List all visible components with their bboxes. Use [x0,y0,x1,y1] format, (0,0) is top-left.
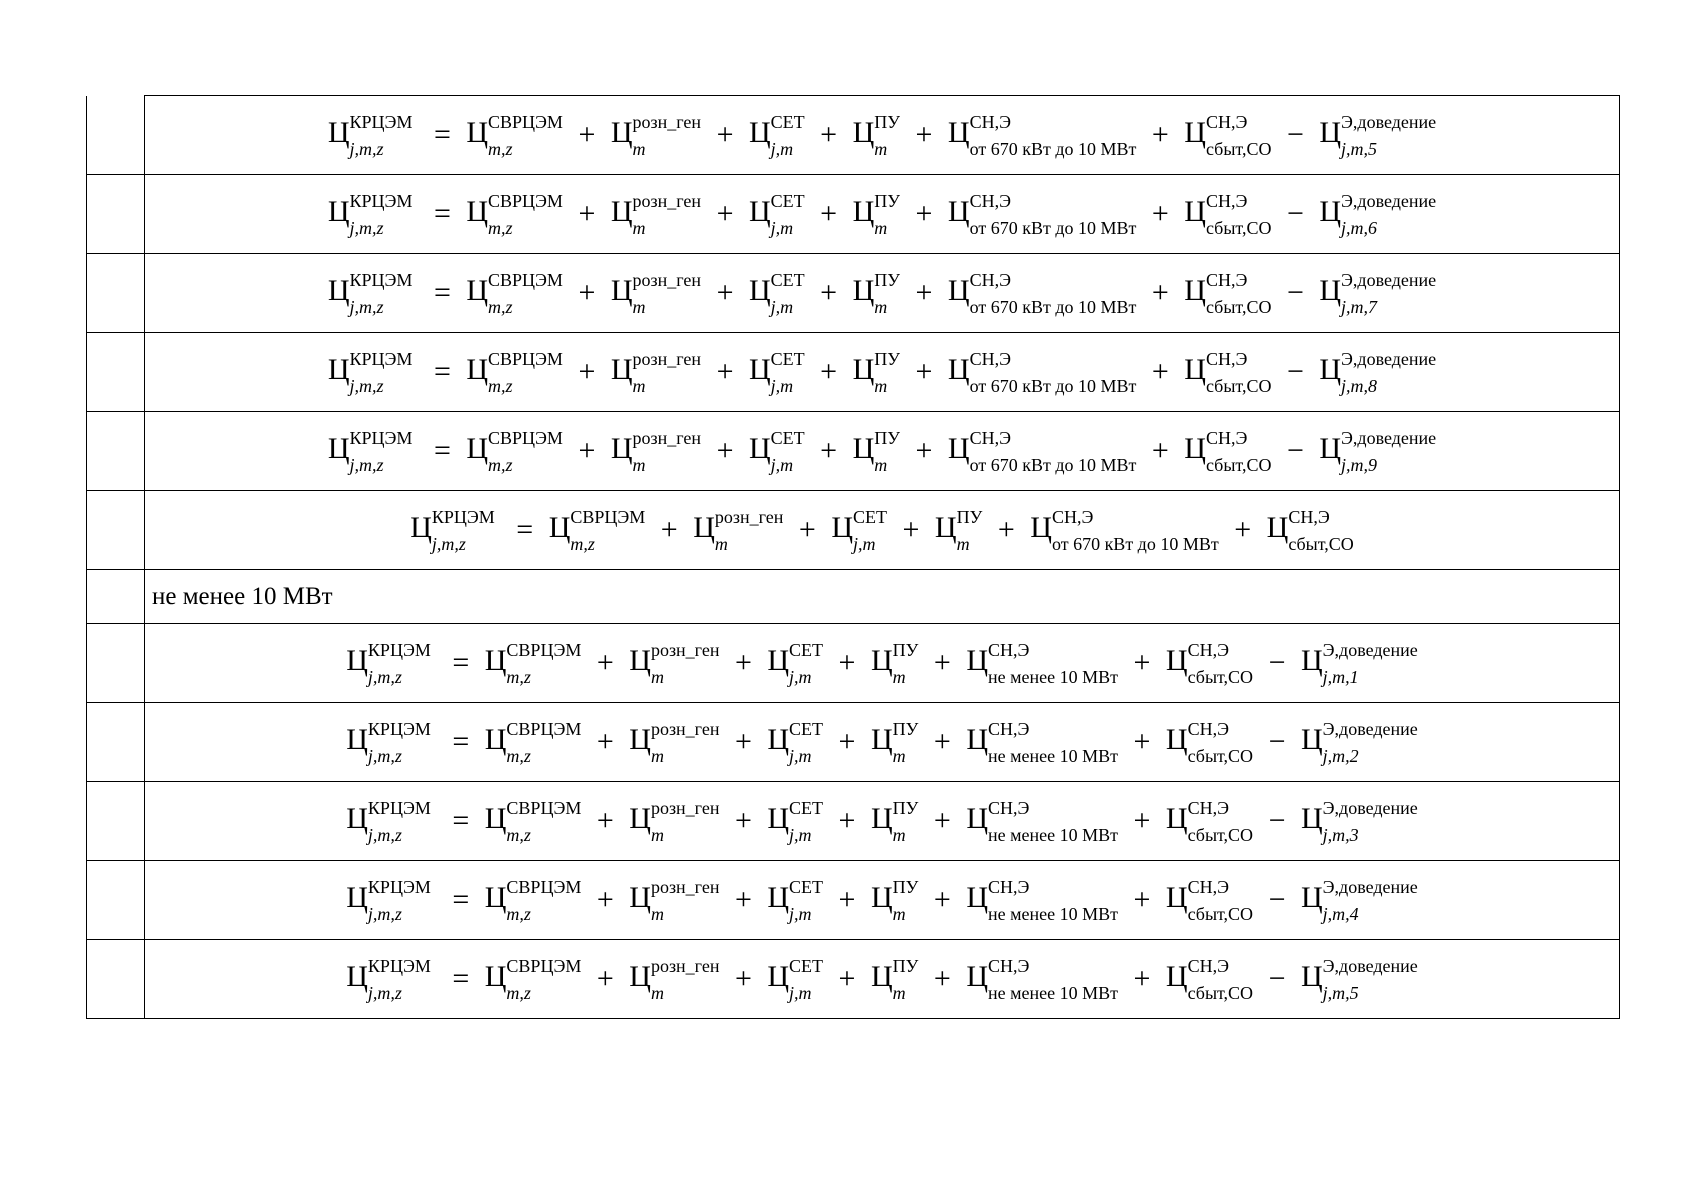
table-row [87,861,1620,940]
price-term-dov: Ц Э,доведение j,m,3 [1300,798,1418,845]
plus-sign: + [820,118,838,151]
price-term-svrcem: Ц СВРЦЭМ m,z [466,112,563,159]
formula-cell [145,861,1620,940]
minus-sign: − [1286,355,1304,388]
plus-sign: + [798,513,816,546]
minus-sign: − [1268,725,1286,758]
price-term-dov: Ц Э,доведение j,m,5 [1300,956,1418,1003]
plus-sign: + [838,962,856,995]
price-term-svrcem: Ц СВРЦЭМ m,z [484,640,582,687]
plus-sign: + [596,804,614,837]
price-term-svrcem: Ц СВРЦЭМ m,z [548,507,646,554]
formula-cell [145,940,1620,1019]
left-column-cell [87,940,145,1019]
formula-cell [145,96,1620,175]
price-term-dov: Ц Э,доведение j,m,8 [1319,349,1437,396]
table-row [87,570,1620,624]
price-term-sn: Ц СН,Э от 670 кВт до 10 МВт [947,428,1137,475]
plus-sign: + [915,197,933,230]
equals-sign: = [433,118,451,151]
minus-sign: − [1268,646,1286,679]
price-formula [327,270,1437,317]
plus-sign: + [734,725,752,758]
plus-sign: + [915,434,933,467]
price-term-pu: Ц ПУ m [870,640,919,687]
plus-sign: + [734,962,752,995]
plus-sign: + [933,883,951,916]
table-row [87,624,1620,703]
price-formula [346,956,1418,1003]
price-term-dov: Ц Э,доведение j,m,2 [1300,719,1418,766]
price-term-sn: Ц СН,Э от 670 кВт до 10 МВт [1030,507,1219,554]
price-term-rozn: Ц розн_ген m [629,719,720,766]
minus-sign: − [1268,962,1286,995]
table-row [87,491,1620,570]
price-term-sbyt: Ц СН,Э сбыт,СО [1165,798,1254,845]
price-term-sbyt: Ц СН,Э сбыт,СО [1165,640,1254,687]
price-formula [410,507,1354,554]
price-term-sn: Ц СН,Э не менее 10 МВт [966,798,1118,845]
price-term-krcem: Ц КРЦЭМ j,m,z [346,719,431,766]
table-row [87,175,1620,254]
plus-sign: + [838,883,856,916]
left-column-cell [87,491,145,570]
minus-sign: − [1286,118,1304,151]
price-term-sn: Ц СН,Э не менее 10 МВт [966,719,1118,766]
plus-sign: + [820,276,838,309]
price-term-rozn: Ц розн_ген m [610,428,702,475]
plus-sign: + [578,118,596,151]
price-term-set: Ц СЕТ j,m [767,798,824,845]
price-term-krcem: Ц КРЦЭМ j,m,z [346,877,431,924]
table-row [87,703,1620,782]
equals-sign: = [433,434,451,467]
price-term-set: Ц СЕТ j,m [748,112,805,159]
price-term-set: Ц СЕТ j,m [748,270,805,317]
price-term-set: Ц СЕТ j,m [748,349,805,396]
price-term-sn: Ц СН,Э от 670 кВт до 10 МВт [947,349,1137,396]
price-term-sbyt: Ц СН,Э сбыт,СО [1184,112,1272,159]
plus-sign: + [1151,197,1169,230]
price-term-krcem: Ц КРЦЭМ j,m,z [327,112,413,159]
plus-sign: + [734,646,752,679]
price-term-pu: Ц ПУ m [852,112,900,159]
plus-sign: + [933,725,951,758]
price-term-sn: Ц СН,Э не менее 10 МВт [966,956,1118,1003]
price-term-krcem: Ц КРЦЭМ j,m,z [327,349,413,396]
price-term-krcem: Ц КРЦЭМ j,m,z [346,798,431,845]
price-term-krcem: Ц КРЦЭМ j,m,z [410,507,495,554]
price-formula [346,798,1418,845]
price-term-set: Ц СЕТ j,m [767,877,824,924]
price-formula [327,112,1437,159]
price-term-pu: Ц ПУ m [852,428,900,475]
plus-sign: + [820,434,838,467]
price-term-rozn: Ц розн_ген m [610,112,702,159]
price-term-svrcem: Ц СВРЦЭМ m,z [484,956,582,1003]
price-term-krcem: Ц КРЦЭМ j,m,z [346,956,431,1003]
price-term-pu: Ц ПУ m [934,507,983,554]
plus-sign: + [1151,355,1169,388]
minus-sign: − [1286,434,1304,467]
equals-sign: = [452,883,470,916]
price-term-set: Ц СЕТ j,m [748,191,805,238]
minus-sign: − [1268,804,1286,837]
plus-sign: + [1151,276,1169,309]
plus-sign: + [915,355,933,388]
plus-sign: + [578,276,596,309]
price-term-dov: Ц Э,доведение j,m,6 [1319,191,1437,238]
section-heading: не менее 10 МВт [145,570,1620,624]
price-term-pu: Ц ПУ m [870,956,919,1003]
plus-sign: + [838,646,856,679]
price-term-pu: Ц ПУ m [870,877,919,924]
price-term-sbyt: Ц СН,Э сбыт,СО [1165,719,1254,766]
price-term-sbyt: Ц СН,Э сбыт,СО [1184,191,1272,238]
plus-sign: + [1133,883,1151,916]
price-term-sn: Ц СН,Э от 670 кВт до 10 МВт [947,112,1137,159]
plus-sign: + [902,513,920,546]
price-term-sbyt: Ц СН,Э сбыт,СО [1266,507,1354,554]
equals-sign: = [433,197,451,230]
equals-sign: = [452,725,470,758]
price-term-sn: Ц СН,Э не менее 10 МВт [966,640,1118,687]
equals-sign: = [516,513,534,546]
price-term-set: Ц СЕТ j,m [767,640,824,687]
formula-cell [145,412,1620,491]
plus-sign: + [915,276,933,309]
price-term-svrcem: Ц СВРЦЭМ m,z [466,191,563,238]
price-term-sbyt: Ц СН,Э сбыт,СО [1184,428,1272,475]
table-row [87,782,1620,861]
plus-sign: + [1133,646,1151,679]
price-term-set: Ц СЕТ j,m [831,507,887,554]
price-term-krcem: Ц КРЦЭМ j,m,z [346,640,431,687]
plus-sign: + [716,276,734,309]
price-term-rozn: Ц розн_ген m [693,507,784,554]
plus-sign: + [1133,962,1151,995]
price-term-rozn: Ц розн_ген m [610,191,702,238]
plus-sign: + [716,434,734,467]
formula-cell [145,703,1620,782]
price-formula [346,877,1418,924]
table-row [87,412,1620,491]
price-term-sn: Ц СН,Э не менее 10 МВт [966,877,1118,924]
plus-sign: + [1234,513,1252,546]
equals-sign: = [433,355,451,388]
formula-cell [145,175,1620,254]
price-term-svrcem: Ц СВРЦЭМ m,z [484,719,582,766]
price-term-set: Ц СЕТ j,m [767,956,824,1003]
price-term-sn: Ц СН,Э от 670 кВт до 10 МВт [947,191,1137,238]
left-column-cell [87,175,145,254]
plus-sign: + [734,804,752,837]
plus-sign: + [933,646,951,679]
price-term-pu: Ц ПУ m [852,349,900,396]
price-term-svrcem: Ц СВРЦЭМ m,z [466,428,563,475]
equals-sign: = [452,962,470,995]
price-term-krcem: Ц КРЦЭМ j,m,z [327,428,413,475]
price-term-dov: Ц Э,доведение j,m,7 [1319,270,1437,317]
price-formula [327,349,1437,396]
price-formula [327,428,1437,475]
price-term-svrcem: Ц СВРЦЭМ m,z [484,798,582,845]
price-term-krcem: Ц КРЦЭМ j,m,z [327,191,413,238]
left-column-cell [87,570,145,624]
price-term-dov: Ц Э,доведение j,m,5 [1319,112,1437,159]
left-column-cell [87,254,145,333]
plus-sign: + [716,197,734,230]
price-term-pu: Ц ПУ m [870,798,919,845]
left-column-cell [87,782,145,861]
equals-sign: = [452,646,470,679]
price-term-sbyt: Ц СН,Э сбыт,СО [1165,877,1254,924]
price-term-krcem: Ц КРЦЭМ j,m,z [327,270,413,317]
price-formula [346,640,1418,687]
plus-sign: + [820,197,838,230]
price-term-sbyt: Ц СН,Э сбыт,СО [1184,349,1272,396]
formula-cell [145,624,1620,703]
formula-cell [145,782,1620,861]
left-column-cell [87,333,145,412]
table-row [87,96,1620,175]
price-term-dov: Ц Э,доведение j,m,1 [1300,640,1418,687]
left-column-cell [87,412,145,491]
table-row [87,333,1620,412]
price-term-svrcem: Ц СВРЦЭМ m,z [484,877,582,924]
plus-sign: + [596,883,614,916]
plus-sign: + [915,118,933,151]
plus-sign: + [596,725,614,758]
price-formula [346,719,1418,766]
plus-sign: + [997,513,1015,546]
plus-sign: + [1151,118,1169,151]
price-formula [327,191,1437,238]
plus-sign: + [1133,804,1151,837]
plus-sign: + [838,804,856,837]
plus-sign: + [716,118,734,151]
price-term-sn: Ц СН,Э от 670 кВт до 10 МВт [947,270,1137,317]
price-term-sbyt: Ц СН,Э сбыт,СО [1165,956,1254,1003]
price-term-svrcem: Ц СВРЦЭМ m,z [466,349,563,396]
price-term-pu: Ц ПУ m [870,719,919,766]
price-term-rozn: Ц розн_ген m [629,877,720,924]
plus-sign: + [578,434,596,467]
plus-sign: + [734,883,752,916]
price-term-sbyt: Ц СН,Э сбыт,СО [1184,270,1272,317]
price-term-set: Ц СЕТ j,m [767,719,824,766]
table-row [87,940,1620,1019]
left-column-cell [87,861,145,940]
plus-sign: + [838,725,856,758]
plus-sign: + [716,355,734,388]
price-term-svrcem: Ц СВРЦЭМ m,z [466,270,563,317]
plus-sign: + [596,646,614,679]
price-term-dov: Ц Э,доведение j,m,9 [1319,428,1437,475]
price-term-rozn: Ц розн_ген m [629,640,720,687]
price-term-set: Ц СЕТ j,m [748,428,805,475]
formula-table [86,95,1620,1019]
left-column-cell [87,96,145,175]
plus-sign: + [660,513,678,546]
price-term-rozn: Ц розн_ген m [610,349,702,396]
plus-sign: + [933,962,951,995]
left-column-cell [87,703,145,782]
price-term-rozn: Ц розн_ген m [629,956,720,1003]
price-term-dov: Ц Э,доведение j,m,4 [1300,877,1418,924]
plus-sign: + [578,355,596,388]
price-term-pu: Ц ПУ m [852,191,900,238]
formula-cell [145,254,1620,333]
minus-sign: − [1286,276,1304,309]
table-row [87,254,1620,333]
plus-sign: + [1133,725,1151,758]
price-term-pu: Ц ПУ m [852,270,900,317]
price-term-rozn: Ц розн_ген m [629,798,720,845]
formula-cell [145,491,1620,570]
plus-sign: + [578,197,596,230]
plus-sign: + [1151,434,1169,467]
equals-sign: = [433,276,451,309]
price-term-rozn: Ц розн_ген m [610,270,702,317]
plus-sign: + [820,355,838,388]
plus-sign: + [933,804,951,837]
minus-sign: − [1286,197,1304,230]
equals-sign: = [452,804,470,837]
left-column-cell [87,624,145,703]
plus-sign: + [596,962,614,995]
formula-cell [145,333,1620,412]
minus-sign: − [1268,883,1286,916]
